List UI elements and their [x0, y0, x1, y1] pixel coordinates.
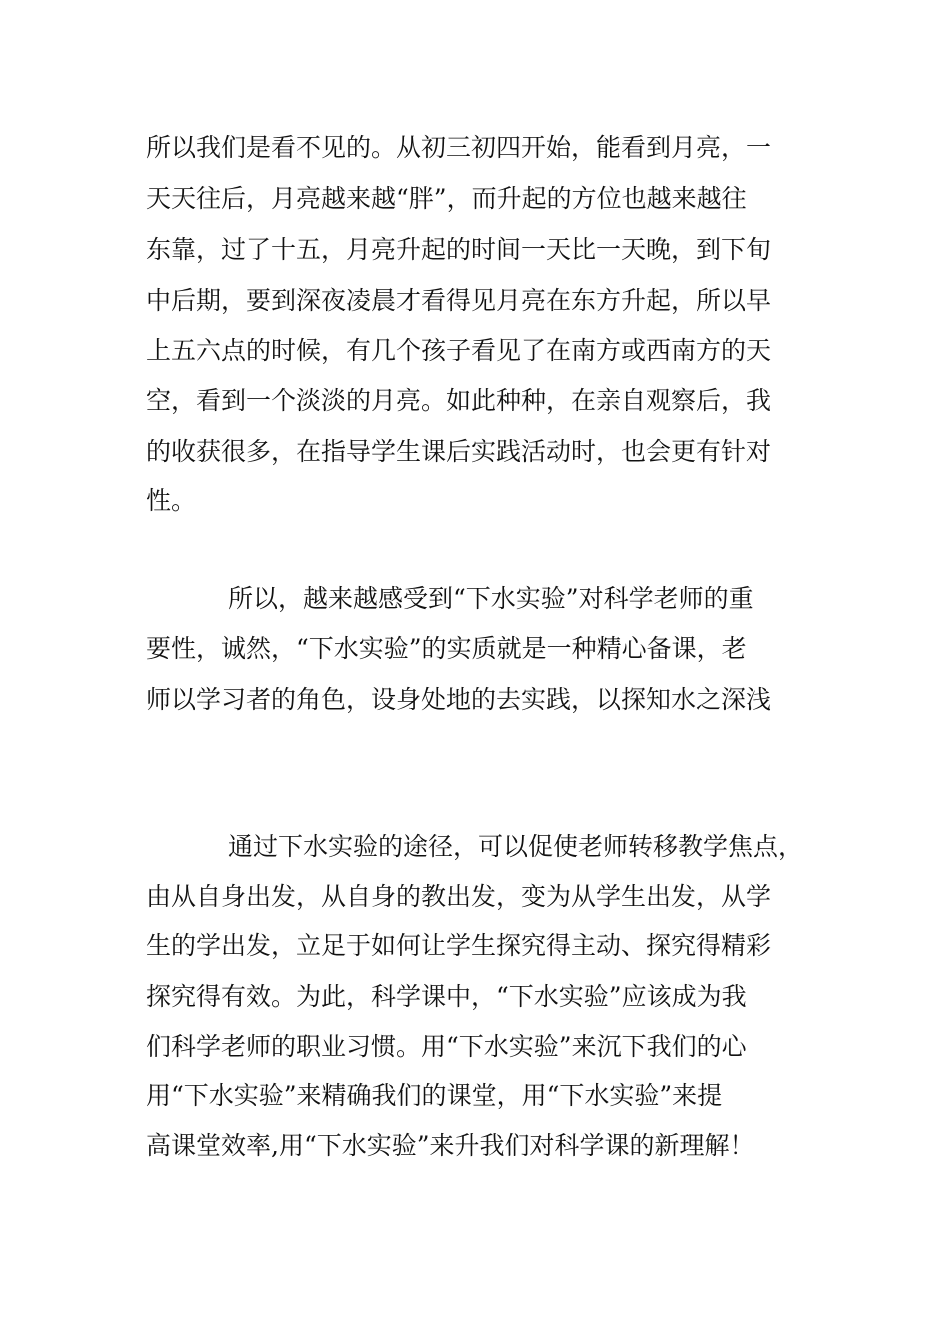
paragraph-line: 中后期，要到深夜凌晨才看得见月亮在东方升起，所以早	[146, 286, 772, 315]
paragraph-line: 空，看到一个淡淡的月亮。如此种种，在亲自观察后，我	[146, 386, 772, 415]
paragraph-line: 通过下水实验的途径，可以促使老师转移教学焦点，	[228, 832, 804, 861]
paragraph-line: 用“下水实验”来精确我们的课堂，用“下水实验”来提	[146, 1081, 723, 1110]
paragraph-line: 所以我们是看不见的。从初三初四开始，能看到月亮，一	[146, 133, 772, 162]
paragraph-line: 天天往后，月亮越来越“胖”，而升起的方位也越来越往	[146, 184, 747, 213]
paragraph-line: 的收获很多，在指导学生课后实践活动时，也会更有针对	[146, 437, 772, 466]
paragraph-line: 师以学习者的角色，设身处地的去实践，以探知水之深浅	[146, 685, 772, 714]
paragraph-line: 们科学老师的职业习惯。用“下水实验”来沉下我们的心	[146, 1032, 747, 1061]
paragraph-line: 生的学出发，立足于如何让学生探究得主动、探究得精彩	[146, 931, 772, 960]
paragraph-line: 所以，越来越感受到“下水实验”对科学老师的重	[228, 584, 754, 613]
paragraph-line: 东靠，过了十五，月亮升起的时间一天比一天晚，到下旬	[146, 235, 772, 264]
paragraph-line: 探究得有效。为此，科学课中，“下水实验”应该成为我	[146, 982, 747, 1011]
paragraph-line: 由从自身出发，从自身的教出发，变为从学生出发，从学	[146, 882, 772, 911]
paragraph-line: 高课堂效率,用“下水实验”来升我们对科学课的新理解！	[146, 1131, 755, 1160]
paragraph-line: 上五六点的时候，有几个孩子看见了在南方或西南方的天	[146, 336, 772, 365]
paragraph-line: 要性，诚然，“下水实验”的实质就是一种精心备课，老	[146, 634, 747, 663]
paragraph-line: 性。	[146, 486, 197, 515]
